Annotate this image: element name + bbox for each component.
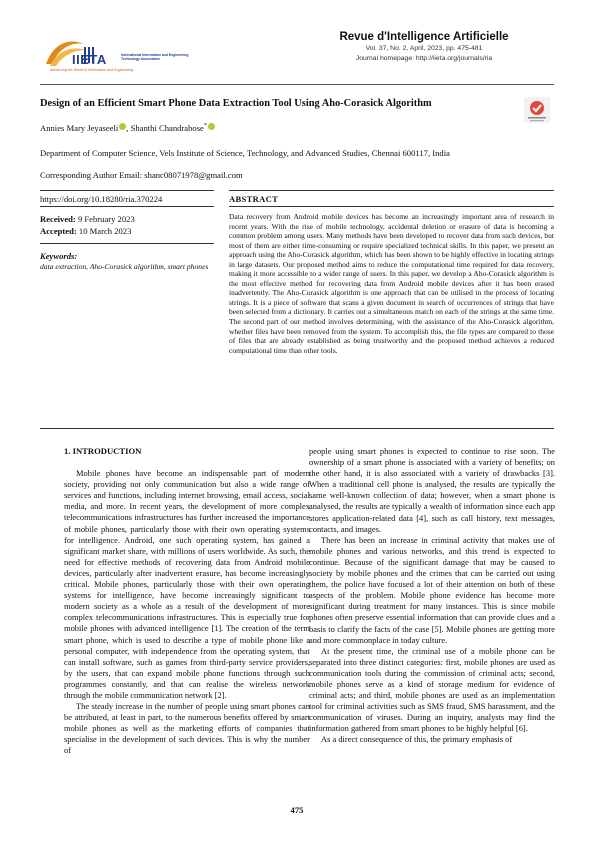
logo-motto: Advancing the World of Information and Engineering	[50, 68, 134, 72]
author-name: Annies Mary Jeyaseeli	[40, 123, 119, 133]
journal-header	[300, 30, 548, 62]
divider	[229, 190, 554, 191]
abstract-heading: ABSTRACT	[229, 194, 279, 204]
received-date: 9 February 2023	[75, 214, 135, 224]
article-dates	[40, 213, 135, 237]
received-label: Received:	[40, 214, 76, 224]
paragraph: Mobile phones have become an indispensable part of modern society, providing not only communication but also a wide range of services and functions, including internet browsing, email access, social media, and more. In recent years, the development of more complex telecommunications infrastructures has further increased the importance of mobile phones, particularly those with their own operating systems for intelligence. Android, one such operating system, has gained a significant market share, with millions of users worldwide. As such, the need for effective methods of recovering data from Android mobile devices, particularly after inadvertent erasure, has become increasingly critical. Mobile phones, particularly those with their own operating systems for intelligence, have become increasingly significant to modern society as a whole as a result of the development of more complex telecommunications infrastructures. This is especially true for mobile phones with advanced intelligence [1]. The creation of the term smart phone, which is used to describe a type of mobile phone like a personal computer, with independence from the operating system, that can install software, such as games from third-party service providers, by the users, that can expand mobile phone functions through such programmes constantly, and that can realise the wireless network through the mobile communication network [2].	[64, 468, 310, 700]
affiliation: Department of Computer Science, Vels Institute of Science, Technology, and Advanced Studies, Chennai 600117, India	[40, 148, 450, 158]
divider	[40, 243, 214, 244]
logo-subtitle: International Information and Engineering Technology Association	[121, 53, 189, 61]
divider	[40, 206, 214, 207]
journal-volume: Vol. 37, No. 2, April, 2023, pp. 475-481	[365, 45, 483, 52]
paragraph: The steady increase in the number of people using smart phones can be attributed, at least in part, to the numerous benefits offered by smart mobile phones as well as the marketing efforts of companies that specialise in the development of such devices. This is why the number of	[64, 701, 310, 756]
logo-text: IIETA	[72, 52, 107, 67]
right-column	[309, 446, 555, 746]
page-number: 475	[290, 805, 304, 815]
check-for-updates-icon[interactable]	[524, 97, 550, 123]
paragraph: people using smart phones is expected to continue to rise soon. The ownership of a smart phone is associated with a variety of benefits; on the other hand, it is also associated with a variety of drawbacks [3]. When a traditional cell phone is analysed, the results are typically the same well-known collection of data; however, when a smart phone is analysed, the results are typically a wealth of information since each app stores application-related data [4], such as call history, text messages, contacts, and images.	[309, 446, 555, 534]
author-list	[40, 123, 215, 133]
abstract-text: Data recovery from Android mobile devices has become an increasingly important area of research in recent years. With the rise of mobile technology, accidental deletion or erasure of data is becoming a common problem among users. Many methods have been developed to recover data from such devices, but most of them are either time-consuming or require specialized technical skills. In this paper, we present an approach using the Aho-Corasick algorithm, which has been shown to be highly effective in locating strings in large datasets. Our proposed method aims to reduce the computational time required for data recovery, making it more accessible to a wider range of users. In this paper, we develop a Aho-Corasick algorithm is the most effective method for recovering data from Android mobile devices after it has been erased inadvertently. The Aho-Corasick algorithm is one approach that can be utilised in the process of locating strings. It is a piece of software that scans a given document in search of occurrences of strings that have been selected from a dictionary. It carries out a simultaneous match on each of the strings at the same time. The second part of our method involves determining, with the assistance of the Aho-Corasick algorithm, whether files have been removed from the system. To accomplish this, the file types are compared to those of files that are already established as being trustworthy and the proposed method achieves a reduced computational time than other tools.	[229, 212, 554, 355]
journal-title: Revue d'Intelligence Artificielle	[339, 31, 509, 43]
journal-homepage-link[interactable]: Journal homepage: http://iieta.org/journals/ria	[355, 55, 493, 62]
divider	[40, 190, 214, 191]
paragraph: As a direct consequence of this, the primary emphasis of	[321, 734, 513, 745]
paragraph: There has been an increase in criminal activity that makes use of mobile phones and various networks, and this trend is expected to continue. Because of the significant damage that may be caused to society by mobile phones and the crimes that can be carried out using them, the police have focused a lot of their attention on both of these aspects of the problem. Mobile phone evidence has become more significant during treatment for many instances. This is since mobile phones often preserve essential information that can provide clues and a basis to clarify the facts of the case [5]. Mobile phones are getting more and more commonplace in today culture.	[309, 534, 555, 645]
accepted-label: Accepted:	[40, 226, 77, 236]
section-heading: 1. INTRODUCTION	[64, 446, 142, 456]
doi-link[interactable]: https://doi.org/10.18280/ria.370224	[40, 194, 163, 204]
divider	[40, 428, 554, 429]
keywords: data extraction, Aho-Corasick algorithm, smart phones	[40, 262, 209, 271]
left-column	[64, 446, 310, 757]
author-name: , Shanthi Chandrabose	[126, 123, 204, 133]
corresponding-mark: *	[203, 123, 207, 130]
paragraph: At the present time, the criminal use of a mobile phone can be separated into three distinct categories: first, mobile phones are used as communication tools during the commission of criminal acts; second, mobile phones serve as a kind of storage medium for evidence of criminal acts; and third, mobile phones are used as an implementation tool for criminal activities such as SMS fraud, SMS harassment, and the communication of viruses. During an inquiry, analysts may find the information gathered from smart phones to be highly helpful [6].	[309, 645, 555, 734]
orcid-icon[interactable]	[208, 123, 215, 130]
keywords-heading: Keywords:	[40, 251, 78, 261]
divider	[229, 206, 554, 207]
accepted-date: 10 March 2023	[76, 226, 132, 236]
header-rule	[40, 84, 554, 85]
corresponding-email: Corresponding Author Email: shanc08071978@gmail.com	[40, 170, 243, 180]
paper-title: Design of an Efficient Smart Phone Data Extraction Tool Using Aho-Corasick Algorithm	[40, 98, 432, 109]
